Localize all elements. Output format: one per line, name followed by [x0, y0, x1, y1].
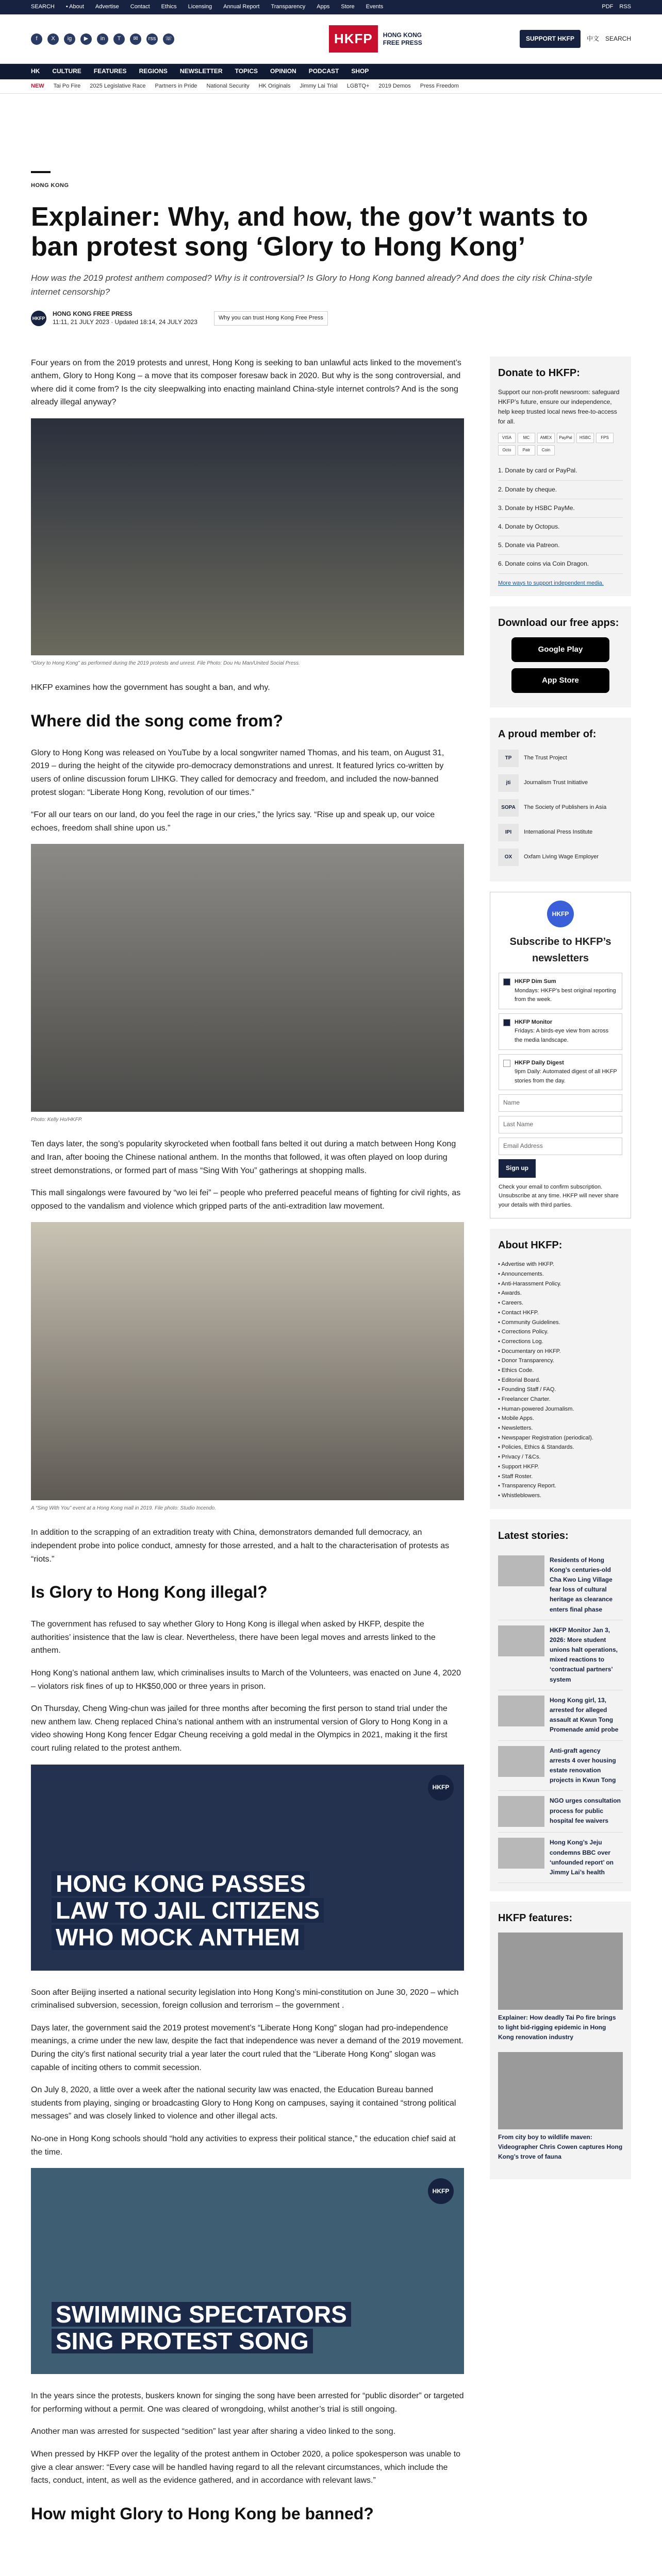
about-link[interactable]: • Corrections Policy. — [498, 1329, 549, 1335]
article-photo — [31, 844, 464, 1112]
payment-icon[interactable]: HSBC — [576, 433, 594, 443]
about-link[interactable]: • Awards. — [498, 1290, 522, 1297]
paragraph: This mall singalongs were favoured by “wo lei fei” – people who preferred peaceful means of fighting for civil rights, as opposed to the vandalism and violence which gripped parts of the anti-extradition law movement. — [31, 1189, 461, 1211]
latest-panel — [490, 1519, 631, 1892]
about-link[interactable]: • Careers. — [498, 1300, 524, 1307]
about-link[interactable]: • Support HKFP. — [498, 1463, 539, 1470]
paragraph: On Thursday, Cheng Wing-chun was jailed for three months after becoming the first person to stand trial under the new anthem law. Cheng replaced China’s national anthem with an instrumental version of Glory to Hong Kong in a video showing Hong Kong fencer Edgar Cheung receiving a gold medal in the Olympics in 2021, making it the first court ruling related to the protest anthem. — [31, 1704, 448, 1753]
topbar-right — [602, 3, 631, 12]
telegram-icon[interactable]: T — [113, 33, 125, 45]
donate-option[interactable]: 6. Donate coins via Coin Dragon. — [498, 555, 623, 573]
ticker-item[interactable]: 2019 Demos — [378, 82, 411, 89]
ticker-item[interactable]: Press Freedom — [420, 82, 459, 89]
donate-option[interactable]: 5. Donate via Patreon. — [498, 536, 623, 555]
about-link[interactable]: • Newspaper Registration (periodical). — [498, 1434, 593, 1441]
about-link[interactable]: • Transparency Report. — [498, 1483, 556, 1489]
payment-methods — [498, 433, 623, 455]
about-link[interactable]: • Editorial Board. — [498, 1377, 541, 1383]
nav-features[interactable]: FEATURES — [93, 67, 127, 75]
article-photo — [31, 1222, 464, 1500]
site-logo[interactable] — [329, 25, 422, 53]
logo-line2: FREE PRESS — [383, 39, 422, 46]
oxfam-logo: OX — [498, 849, 519, 866]
feature-thumbnail — [498, 2052, 623, 2129]
donate-option[interactable]: 4. Donate by Octopus. — [498, 518, 623, 536]
store-link[interactable]: Store — [341, 4, 355, 10]
donate-option[interactable]: 2. Donate by cheque. — [498, 481, 623, 499]
newsletter-option[interactable]: HKFP Dim Sum Mondays: HKFP’s best original reporting from the week. — [499, 973, 622, 1009]
donate-text: Support our non-profit newsroom: safeguard HKFP’s future, ensure our independence, help keep trusted local news free-to-access for all. — [498, 388, 620, 426]
newsletter-option[interactable]: HKFP Monitor Fridays: A birds-eye view from across the media landscape. — [499, 1013, 622, 1050]
more-ways-link[interactable]: More ways to support independent media. — [498, 580, 604, 586]
paragraph: In the years since the protests, buskers known for singing the song have been arrested for “public disorder” or targeted for performing without a permit. One was cleared of wrongdoing, whilst another’s trial is still ongoing. — [31, 2392, 464, 2414]
donate-panel — [490, 357, 631, 596]
article-body — [31, 357, 464, 2539]
story-thumbnail — [498, 1838, 544, 1869]
photo-caption: A “Sing With You” event at a Hong Kong mall in 2019. File photo: Studio Incendo. — [31, 1505, 217, 1512]
rss-link[interactable]: RSS — [619, 4, 631, 10]
about-link[interactable]: • Freelancer Charter. — [498, 1396, 551, 1403]
author-avatar: HKFP — [31, 311, 46, 326]
story-item[interactable]: Anti-graft agency arrests 4 over housing estate renovation projects in Kwun Tong — [498, 1741, 623, 1791]
story-item[interactable]: HKFP Monitor Jan 3, 2026: More student unions halt operations, mixed reactions to ‘contractual partners’ system — [498, 1620, 623, 1690]
advertise-link[interactable]: Advertise — [95, 4, 119, 10]
brand-actions — [520, 30, 631, 48]
transparency-link[interactable]: Transparency — [271, 4, 306, 10]
paragraph: Soon after Beijing inserted a national security legislation into Hong Kong’s mini-constitution on June 30, 2020 – which criminalised subversion, secession, foreign collusion and terrorism – the government . — [31, 1988, 459, 2010]
paragraph: HKFP examines how the government has sought a ban, and why. — [31, 683, 270, 692]
brand-bar — [0, 14, 662, 64]
about-link[interactable]: • Newsletters. — [498, 1425, 533, 1432]
byline-meta — [53, 310, 197, 326]
payment-icon[interactable]: Coin — [537, 445, 555, 455]
newsletter-option[interactable]: HKFP Daily Digest 9pm Daily: Automated digest of all HKFP stories from the day. — [499, 1054, 622, 1091]
hkfp-watermark: HKFP — [428, 2178, 454, 2204]
ticker-item[interactable]: HK Originals — [258, 82, 291, 89]
top-utility-bar — [0, 0, 662, 14]
payment-icon[interactable]: AMEX — [537, 433, 555, 443]
hkfp-watermark: HKFP — [428, 1775, 454, 1801]
payment-icon[interactable]: FPS — [596, 433, 614, 443]
rss-icon[interactable]: rss — [146, 33, 158, 45]
facebook-icon[interactable]: f — [31, 33, 42, 45]
feature-thumbnail — [498, 1933, 623, 2010]
video-headline: SWIMMING SPECTATORS SING PROTEST SONG — [52, 2300, 351, 2354]
paragraph: The government has refused to say whether Glory to Hong Kong is illegal when asked by HKFP, despite the authorities’ insistence that the law is clear. Nevertheless, there have been legal moves and arrests linked to the anthem. — [31, 1620, 436, 1655]
article-title: Explainer: Why, and how, the gov’t wants to ban protest song ‘Glory to Hong Kong’ — [31, 201, 588, 262]
paragraph: Hong Kong’s national anthem law, which criminalises insults to March of the Volunteers, was enacted on June 4, 2020 – violators risk fines of up to HK$50,000 or three years in prison. — [31, 1669, 461, 1691]
byline — [31, 310, 631, 326]
video-headline: HONG KONG PASSES LAW TO JAIL CITIZENS WHO MOCK ANTHEM — [52, 1869, 324, 1950]
ticker-new-label: NEW — [31, 82, 44, 89]
ethics-link[interactable]: Ethics — [161, 4, 177, 10]
signup-note: Check your email to confirm subscription. Unsubscribe at any time. HKFP will never share your details with third parties. — [499, 1183, 619, 1208]
paragraph: Four years on from the 2019 protests and unrest, Hong Kong is seeking to ban unlawful acts linked to the movement’s anthem, Glory to Hong Kong – a move that its composer foresaw back in 2020. But why is the song controversial, and where did it come from? Is the city sleepwalking into enacting mainland China-style internet controls? And is the song already illegal anyway? — [31, 358, 461, 407]
about-link[interactable]: • Donor Transparency. — [498, 1358, 554, 1364]
pdf-link[interactable]: PDF — [602, 4, 614, 10]
member-org[interactable]: TP The Trust Project — [498, 750, 623, 767]
paragraph: Ten days later, the song’s popularity skyrocketed when football fans belted it out during a match between Hong Kong and Iran, after booing the Chinese national anthem. In the months that followed, it was often played on loop during street demonstrations, or formed part of mass “Sing With You” gatherings at shopping malls. — [31, 1140, 456, 1175]
payment-icon[interactable]: MC — [518, 433, 535, 443]
photo-caption: Photo: Kelly Ho/HKFP. — [31, 1117, 82, 1123]
phone-icon[interactable]: ☏ — [163, 33, 174, 45]
app-store-button[interactable]: App Store — [511, 668, 609, 693]
article-container — [0, 171, 662, 2539]
about-list — [498, 1260, 623, 1500]
features-panel — [490, 1902, 631, 2179]
nav-regions[interactable]: REGIONS — [139, 67, 168, 75]
email-icon[interactable]: ✉ — [130, 33, 141, 45]
about-link[interactable]: • About — [65, 4, 84, 10]
paragraph: Glory to Hong Kong was released on YouTube by a local songwriter named Thomas, and his team, on August 31, 2019 – during the height of the citywide pro-democracy demonstrations and unrest. It featured lyrics co-written by users of online discussion forum LIHKG. They called for democracy and freedom, and included the now-banned protest slogan: “Liberate Hong Kong, revolution of our times.” — [31, 748, 444, 797]
member-org[interactable]: SOPA The Society of Publishers in Asia — [498, 799, 623, 817]
language-link[interactable]: 中文 — [586, 35, 599, 42]
nav-culture[interactable]: CULTURE — [52, 67, 81, 75]
ticker-item[interactable]: Tai Po Fire — [53, 82, 81, 89]
first-name-input[interactable]: Name — [499, 1094, 622, 1112]
about-link[interactable]: • Documentary on HKFP. — [498, 1348, 561, 1354]
video-card[interactable] — [31, 2168, 464, 2374]
nav-opinion[interactable]: OPINION — [270, 67, 296, 75]
instagram-icon[interactable]: ig — [64, 33, 75, 45]
sopa-logo: SOPA — [498, 799, 519, 817]
hkfp-newsletter-icon: HKFP — [547, 901, 574, 927]
linkedin-icon[interactable]: in — [97, 33, 108, 45]
paragraph: On July 8, 2020, a little over a week after the national security law was enacted, the Education Bureau banned students from playing, singing or broadcasting Glory to Hong Kong on campuses, saying it contained “strong political messages” and was closely linked to violence and other illegal acts. — [31, 2086, 456, 2121]
story-item[interactable]: Residents of Hong Kong’s centuries-old Cha Kwo Ling Village fear loss of cultural heritage as clearance enters final phase — [498, 1550, 623, 1620]
story-item[interactable]: Hong Kong girl, 13, arrested for alleged assault at Kwun Tong Promenade amid probe — [498, 1690, 623, 1741]
ipi-logo: IPI — [498, 824, 519, 841]
payment-icon[interactable]: Octo — [498, 445, 516, 455]
youtube-icon[interactable]: ▶ — [80, 33, 92, 45]
paragraph: Another man was arrested for suspected “sedition” last year after sharing a video linked to the song. — [31, 2427, 396, 2436]
photo-caption: “Glory to Hong Kong” as performed during the 2019 protests and unrest. File Photo: Dou Hu Man/United Social Press. — [31, 660, 300, 666]
video-card[interactable] — [31, 1765, 464, 1971]
ticker-item[interactable]: LGBTQ+ — [346, 82, 370, 89]
checkbox[interactable] — [503, 1060, 510, 1067]
events-link[interactable]: Events — [366, 4, 384, 10]
article-kicker[interactable]: HONG KONG — [31, 182, 69, 189]
about-link[interactable]: • Corrections Log. — [498, 1338, 543, 1345]
paragraph: No-one in Hong Kong schools should “hold any activities to express their political stance,” the education chief said at the time. — [31, 2134, 456, 2157]
social-icons — [31, 33, 174, 45]
checkbox[interactable] — [503, 978, 510, 986]
trust-project-logo: TP — [498, 750, 519, 767]
features-title: HKFP features: — [498, 1912, 573, 1924]
paragraph: In addition to the scrapping of an extradition treaty with China, demonstrators demanded full democracy, an independent probe into police conduct, amnesty for those arrested, and a halt to the characterisation of protests as “riots.” — [31, 1528, 450, 1564]
publish-date: 11:11, 21 JULY 2023 · Updated 18:14, 24 JULY 2023 — [53, 318, 197, 326]
author-name[interactable]: HONG KONG FREE PRESS — [53, 310, 133, 318]
about-link[interactable]: • Policies, Ethics & Standards. — [498, 1444, 574, 1451]
about-link[interactable]: • Founding Staff / FAQ. — [498, 1386, 556, 1393]
feature-item[interactable]: Explainer: How deadly Tai Po fire brings to light bid-rigging epidemic in Hong Kong renovation industry — [498, 1933, 623, 2043]
payment-icon[interactable]: PayPal — [557, 433, 574, 443]
story-thumbnail — [498, 1555, 544, 1586]
checkbox[interactable] — [503, 1019, 510, 1026]
section-heading: How might Glory to Hong Kong be banned? — [31, 2504, 374, 2523]
nav-topics[interactable]: TOPICS — [235, 67, 258, 75]
ticker-item[interactable]: National Security — [206, 82, 250, 89]
payment-icon[interactable]: Patr — [518, 445, 535, 455]
title-rule — [31, 171, 51, 173]
contact-link[interactable]: Contact — [130, 4, 150, 10]
newsletter-title: Subscribe to HKFP’s newsletters — [509, 936, 611, 964]
nav-shop[interactable]: SHOP — [351, 67, 369, 75]
search-icon[interactable]: SEARCH — [605, 35, 631, 42]
ticker-item[interactable]: Jimmy Lai Trial — [300, 82, 338, 89]
member-org[interactable]: IPI International Press Institute — [498, 824, 623, 841]
last-name-input[interactable]: Last Name — [499, 1116, 622, 1133]
about-link[interactable]: • Staff Roster. — [498, 1473, 533, 1480]
x-icon[interactable]: X — [47, 33, 59, 45]
apps-panel — [490, 606, 631, 707]
about-link[interactable]: • Announcements. — [498, 1271, 544, 1278]
topics-ticker — [0, 79, 662, 94]
content-layout — [31, 357, 631, 2539]
about-panel — [490, 1229, 631, 1509]
annual-report-link[interactable]: Annual Report — [223, 4, 260, 10]
about-link[interactable]: • Whistleblowers. — [498, 1492, 541, 1499]
logo-text — [383, 31, 422, 46]
about-link[interactable]: • Mobile Apps. — [498, 1415, 534, 1422]
google-play-button[interactable]: Google Play — [511, 637, 609, 662]
article-photo — [31, 418, 464, 655]
payment-icon[interactable]: VISA — [498, 433, 516, 443]
story-thumbnail — [498, 1796, 544, 1827]
feature-item[interactable]: From city boy to wildlife maven: Videographer Chris Cowen captures Hong Kong’s trove of fauna — [498, 2052, 623, 2162]
licensing-link[interactable]: Licensing — [188, 4, 212, 10]
donate-option[interactable]: 1. Donate by card or PayPal. — [498, 462, 623, 480]
paragraph: “For all our tears on our land, do you feel the rage in our cries,” the lyrics say. “Rise up and speak up, our voice echoes, freedom shall shine upon us.” — [31, 810, 435, 833]
member-org[interactable]: OX Oxfam Living Wage Employer — [498, 849, 623, 866]
nav-podcast[interactable]: PODCAST — [308, 67, 339, 75]
ticker-item[interactable]: Partners in Pride — [155, 82, 197, 89]
support-button[interactable]: SUPPORT HKFP — [520, 30, 581, 48]
jti-logo: jti — [498, 774, 519, 792]
about-link[interactable]: • Human-powered Journalism. — [498, 1405, 574, 1412]
story-thumbnail — [498, 1625, 544, 1656]
section-heading: Where did the song come from? — [31, 711, 283, 730]
ticker-item[interactable]: 2025 Legislative Race — [90, 82, 146, 89]
story-thumbnail — [498, 1746, 544, 1777]
paragraph: When pressed by HKFP over the legality of the protest anthem in October 2020, a police spokesperson was unable to give a clear answer: “Every case will be handled having regard to all the relevant circumstances, which include the facts, conduct, intent, as well as the evidence gathered, and in accordance with relevant laws.” — [31, 2449, 461, 2485]
article-subtitle: How was the 2019 protest anthem composed? Why is it controversial? Is Glory to Hong Kong banned already? And does the city risk China-style internet censorship? — [31, 273, 592, 297]
email-input[interactable]: Email Address — [499, 1138, 622, 1155]
apps-link[interactable]: Apps — [317, 4, 330, 10]
latest-title: Latest stories: — [498, 1530, 569, 1541]
nav-hk[interactable]: HK — [31, 67, 40, 75]
story-item[interactable]: NGO urges consultation process for public hospital fee waivers — [498, 1791, 623, 1833]
section-heading: Is Glory to Hong Kong illegal? — [31, 1583, 268, 1602]
about-link[interactable]: • Advertise with HKFP. — [498, 1261, 554, 1268]
about-link[interactable]: • Privacy / T&Cs. — [498, 1454, 541, 1461]
logo-box: HKFP — [329, 25, 378, 53]
about-link[interactable]: • Community Guidelines. — [498, 1319, 560, 1326]
story-thumbnail — [498, 1696, 544, 1726]
paragraph: Days later, the government said the 2019 protest movement’s “Liberate Hong Kong” slogan had pro-independence meanings, a crime under the new law, despite the fact that independence was never a demand of the 2019 movement. During the city’s first national security trial a year later the court ruled that the “Liberate Hong Kong” slogan was capable of inciting others to commit secession. — [31, 2023, 464, 2072]
about-title: About HKFP: — [498, 1240, 562, 1251]
member-title: A proud member of: — [498, 728, 597, 740]
about-link[interactable]: • Anti-Harassment Policy. — [498, 1280, 561, 1287]
member-org[interactable]: jti Journalism Trust Initiative — [498, 774, 623, 792]
main-nav — [0, 64, 662, 79]
story-item[interactable]: Hong Kong’s Jeju condemns BBC over ‘unfounded report’ on Jimmy Lai’s health — [498, 1833, 623, 1883]
signup-button[interactable]: Sign up — [499, 1159, 536, 1177]
nav-newsletter[interactable]: NEWSLETTER — [179, 67, 223, 75]
about-link[interactable]: • Contact HKFP. — [498, 1309, 539, 1316]
sidebar — [490, 357, 631, 2539]
logo-line1: HONG KONG — [383, 31, 422, 39]
member-panel — [490, 718, 631, 882]
donate-title: Donate to HKFP: — [498, 367, 580, 379]
about-link[interactable]: • Ethics Code. — [498, 1367, 534, 1374]
trust-link[interactable]: Why you can trust Hong Kong Free Press — [214, 311, 328, 326]
search-link[interactable]: SEARCH — [31, 4, 55, 10]
newsletter-panel — [490, 892, 631, 1218]
apps-title: Download our free apps: — [498, 617, 619, 629]
donate-option[interactable]: 3. Donate by HSBC PayMe. — [498, 499, 623, 518]
